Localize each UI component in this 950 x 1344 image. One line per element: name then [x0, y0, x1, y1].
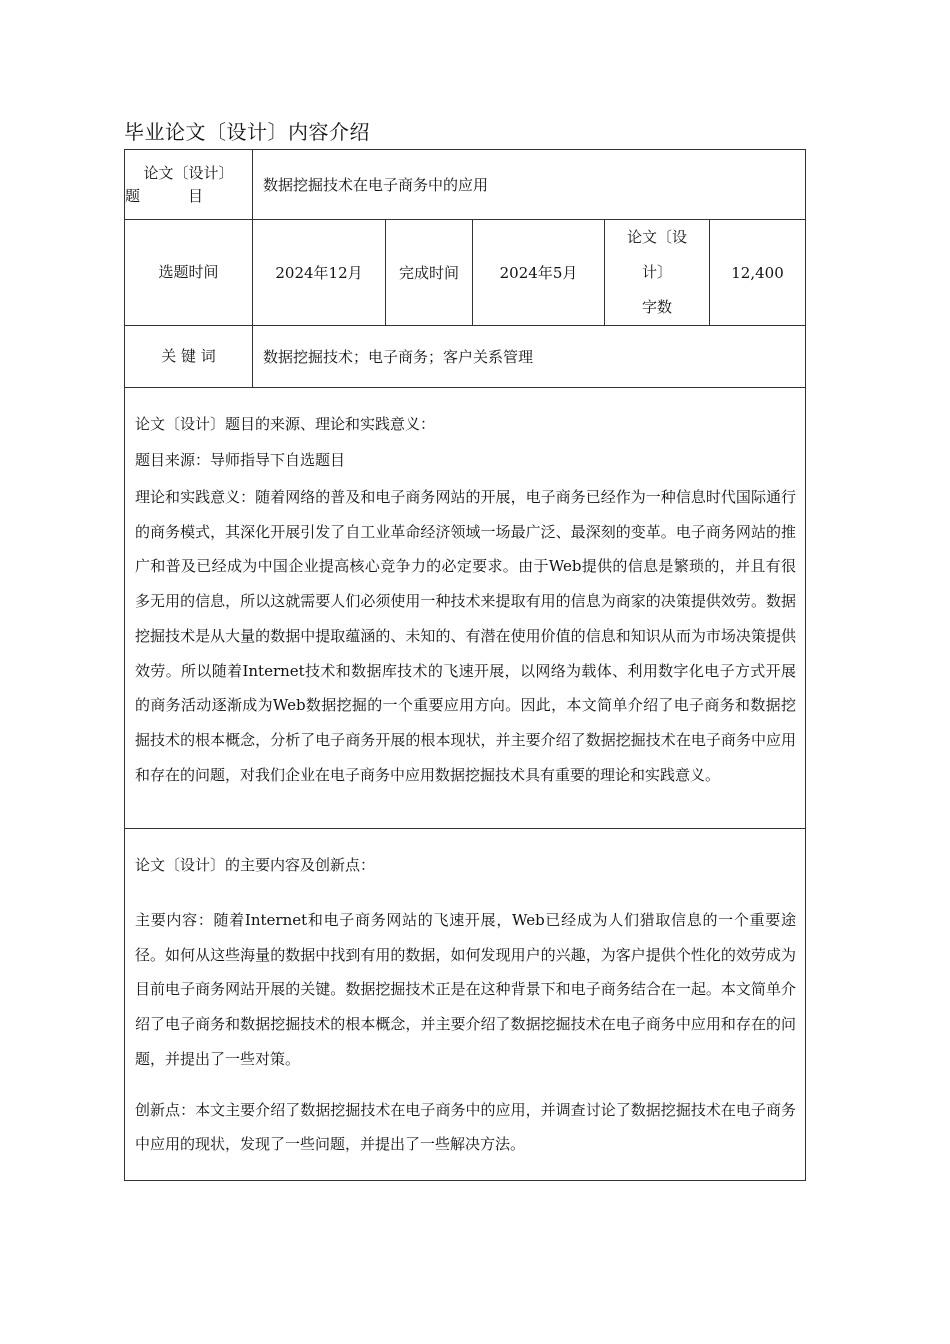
finish-time-value: 2024年5月 — [473, 220, 605, 326]
significance-body: 理论和实践意义：随着网络的普及和电子商务网站的开展，电子商务已经作为一种信息时代国际通行的商务模式，其深化开展引发了自工业革命经济领域一场最广泛、最深刻的变革。电子商务网站的推广和普及已经成为中国企业提高核心竞争力的必定要求。由于Web提供的信息是繁琐的，并且有很多无用的信息，所以这就需要人们必须使用一种技术来提取有用的信息为商家的决策提供效劳。数据挖掘技术是从大量的数据中提取蕴涵的、未知的、有潜在使用价值的信息和知识从而为市场决策提供效劳。所以随着Internet技术和数据库技术的飞速开展，以网络为载体、利用数字化电子方式开展的商务活动逐渐成为Web数据挖掘的一个重要应用方向。因此，本文简单介绍了电子商务和数据挖掘技术的根本概念，分析了电子商务开展的根本现状，并主要介绍了数据挖掘技术在电子商务中应用和存在的问题，对我们企业在电子商务中应用数据挖掘技术具有重要的理论和实践意义。 — [135, 488, 796, 784]
select-time-label: 选题时间 — [125, 220, 253, 326]
keywords-label: 关 键 词 — [125, 326, 253, 388]
main-content: 主要内容：随着Internet和电子商务网站的飞速开展，Web已经成为人们猎取信息的一个重要途径。如何从这些海量的数据中找到有用的数据，如何发现用户的兴趣，为客户提供个性化的效劳成为目前电子商务网站开展的关键。数据挖掘技术正是在这种背景下和电子商务结合在一起。本文简单介绍了电子商务和数据挖掘技术的根本概念，并主要介绍了数据挖掘技术在电子商务中应用和存在的问题，并提出了一些对策。 — [135, 911, 796, 1068]
topic-value: 数据挖掘技术在电子商务中的应用 — [253, 150, 806, 220]
content-row — [125, 829, 806, 1181]
innovation-points: 创新点：本文主要介绍了数据挖掘技术在电子商务中的应用，并调查讨论了数据挖掘技术在电子商务中应用的现状，发现了一些问题，并提出了一些解决方法。 — [135, 1100, 796, 1154]
keywords-row — [125, 326, 806, 388]
page-title: 毕业论文〔设计〕内容介绍 — [124, 120, 370, 144]
topic-label-line2: 题 目 — [125, 186, 203, 205]
topic-label — [125, 150, 253, 220]
word-count-label — [605, 220, 710, 326]
word-count-label-line2: 计〕 — [641, 263, 672, 281]
significance-heading: 论文〔设计〕题目的来源、理论和实践意义： — [135, 415, 436, 433]
thesis-info-table — [124, 149, 806, 1181]
significance-row — [125, 388, 806, 829]
finish-time-label: 完成时间 — [386, 220, 473, 326]
topic-source: 题目来源：导师指导下自选题目 — [135, 451, 346, 469]
content-section — [125, 829, 806, 1181]
topic-row — [125, 150, 806, 220]
significance-section — [125, 388, 806, 829]
word-count-label-line3: 字数 — [641, 298, 672, 316]
topic-label-line1: 论文〔设计〕 — [143, 163, 234, 182]
keywords-value: 数据挖掘技术；电子商务；客户关系管理 — [253, 326, 806, 388]
content-heading: 论文〔设计〕的主要内容及创新点： — [135, 856, 376, 874]
word-count-label-line1: 论文〔设 — [626, 228, 687, 246]
time-row — [125, 220, 806, 326]
word-count-value: 12,400 — [710, 220, 806, 326]
select-time-value: 2024年12月 — [253, 220, 386, 326]
